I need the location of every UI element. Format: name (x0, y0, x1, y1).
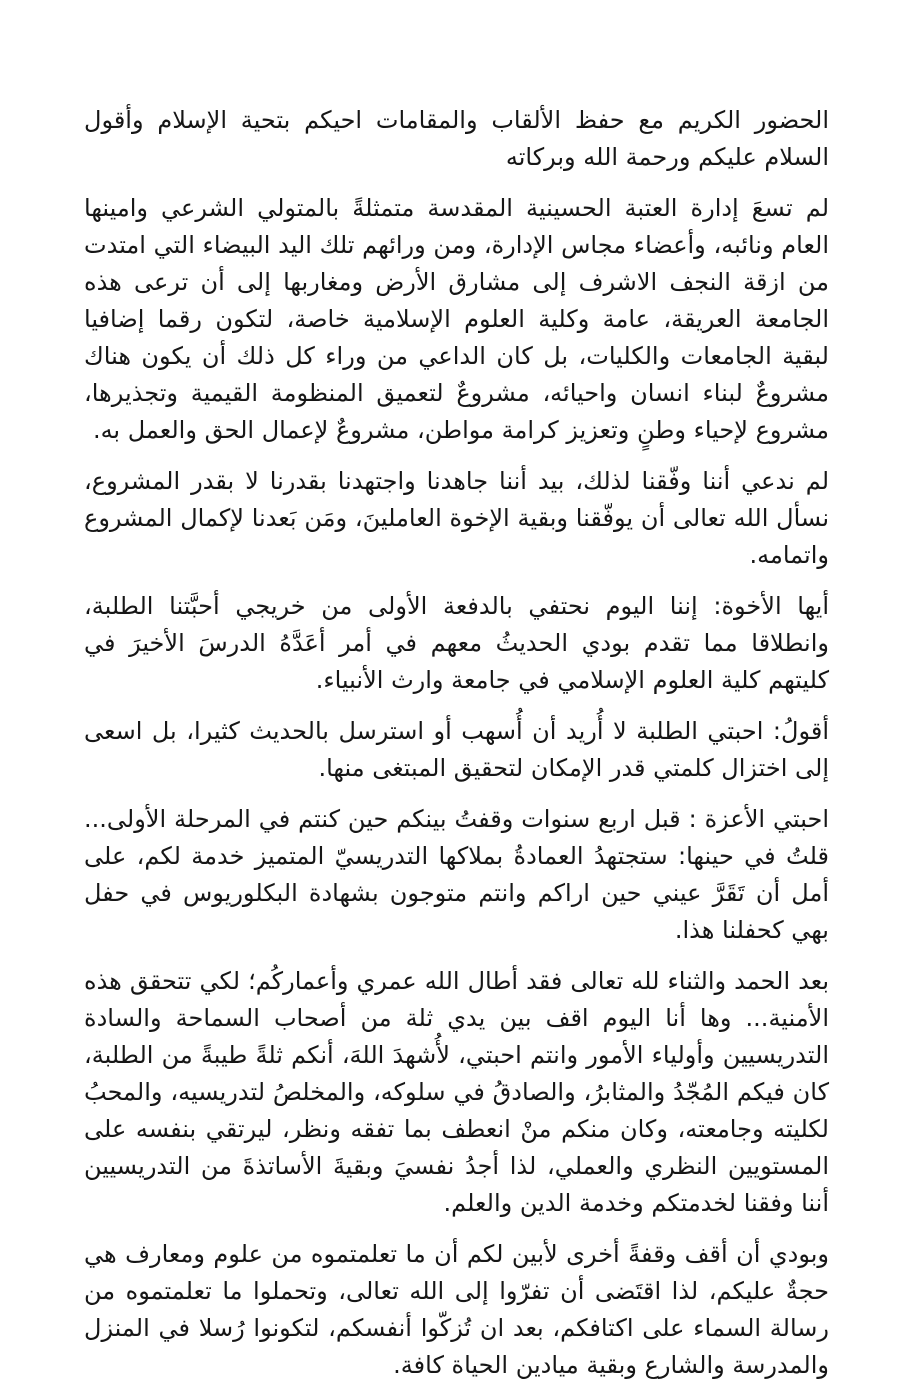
document-text-block (84, 102, 829, 1384)
paragraph-testimony-praise: بعد الحمد والثناء لله تعالى فقد أطال الله عمري وأعماركُم؛ لكي تتحقق هذه الأمنية... وها أنا اليوم اقف بين يدي ثلة من أصحاب السماحة والسادة التدريسيين وأولياء الأمور وانتم احبتي، لأُشهدَ اللهَ، أنكم ثلةً طيبةً من الطلبة، كان فيكم المُجّدُ والمثابرُ، والصادقُ في سلوكه، والمخلصُ لتدريسيه، والمحبُ لكليته وجامعته، وكان منكم منْ انعطف بما تفقه ونظر، ليرتقي بنفسه على المستويين النظري والعملي، لذا أجدُ نفسيَ وبقيةَ الأساتذةَ من التدريسيين أننا وفقنا لخدمتكم وخدمة الدين والعلم. (84, 967, 829, 1217)
paragraph-promise-recollection: احبتي الأعزة : قبل اربع سنوات وقفتُ بينكم حين كنتم في المرحلة الأولى... قلتُ في حينها: ستجتهدُ العمادةُ بملاكها التدريسيّ المتميز خدمة لكم، على أمل أن تَقَرَّ عيني حين اراكم وانتم متوجون بشهادة البكلوريوس في حفل بهي كحفلنا هذا. (84, 805, 829, 944)
paragraph-final-exhortation: وبودي أن أقف وقفةً أخرى لأبين لكم أن ما تعلمتموه من علوم ومعارف هي حجةٌ عليكم، لذا اقتَضى أن تفرّوا إلى الله تعالى، وتحملوا ما تعلمتموه من رسالة السماء على اكتافكم، بعد ان تُزكّوا أنفسكم، لتكونوا رُسلا في المنزل والمدرسة والشارع وبقية ميادين الحياة كافة. (84, 1240, 829, 1379)
paragraph-greeting: الحضور الكريم مع حفظ الألقاب والمقامات احيكم بتحية الإسلام وأقول السلام عليكم ورحمة الله وبركاته (84, 106, 829, 171)
paragraph-administration-tribute: لم تسعَ إدارة العتبة الحسينية المقدسة متمثلةً بالمتولي الشرعي وامينها العام ونائبه، وأعضاء مجاس الإدارة، ومن ورائهم تلك اليد البيضاء التي امتدت من ازقة النجف الاشرف إلى مشارق الأرض ومغاربها إلى أن ترعى هذه الجامعة العريقة، عامة وكلية العلوم الإسلامية خاصة، لتكون رقما إضافيا لبقية الجامعات والكليات، بل كان الداعي من وراء كل ذلك أن يكون هناك مشروعٌ لبناء انسان واحيائه، مشروعٌ لتعميق المنظومة القيمية وتجذيرها، مشروع لإحياء وطنٍ وتعزيز كرامة مواطن، مشروعٌ لإعمال الحق والعمل به. (84, 194, 829, 444)
paragraph-brevity-note: أقولُ: احبتي الطلبة لا أُريد أن أُسهب أو استرسل بالحديث كثيرا، بل اسعى إلى اختزال كلمتي قدر الإمكان لتحقيق المبتغى منها. (84, 717, 829, 782)
paragraph-humility-prayer: لم ندعي أننا وفّقنا لذلك، بيد أننا جاهدنا واجتهدنا بقدرنا لا بقدر المشروع، نسأل الله تعالى أن يوفّقنا وبقية الإخوة العاملينَ، ومَن بَعدنا لإكمال المشروع واتمامه. (84, 467, 829, 569)
paragraph-graduation-occasion: أيها الأخوة: إننا اليوم نحتفي بالدفعة الأولى من خريجي أحبَّتنا الطلبة، وانطلاقا مما تقدم بودي الحديثُ معهم في أمر أعَدَّهُ الدرسَ الأخيرَ في كليتهم كلية العلوم الإسلامي في جامعة وارث الأنبياء. (84, 592, 829, 694)
